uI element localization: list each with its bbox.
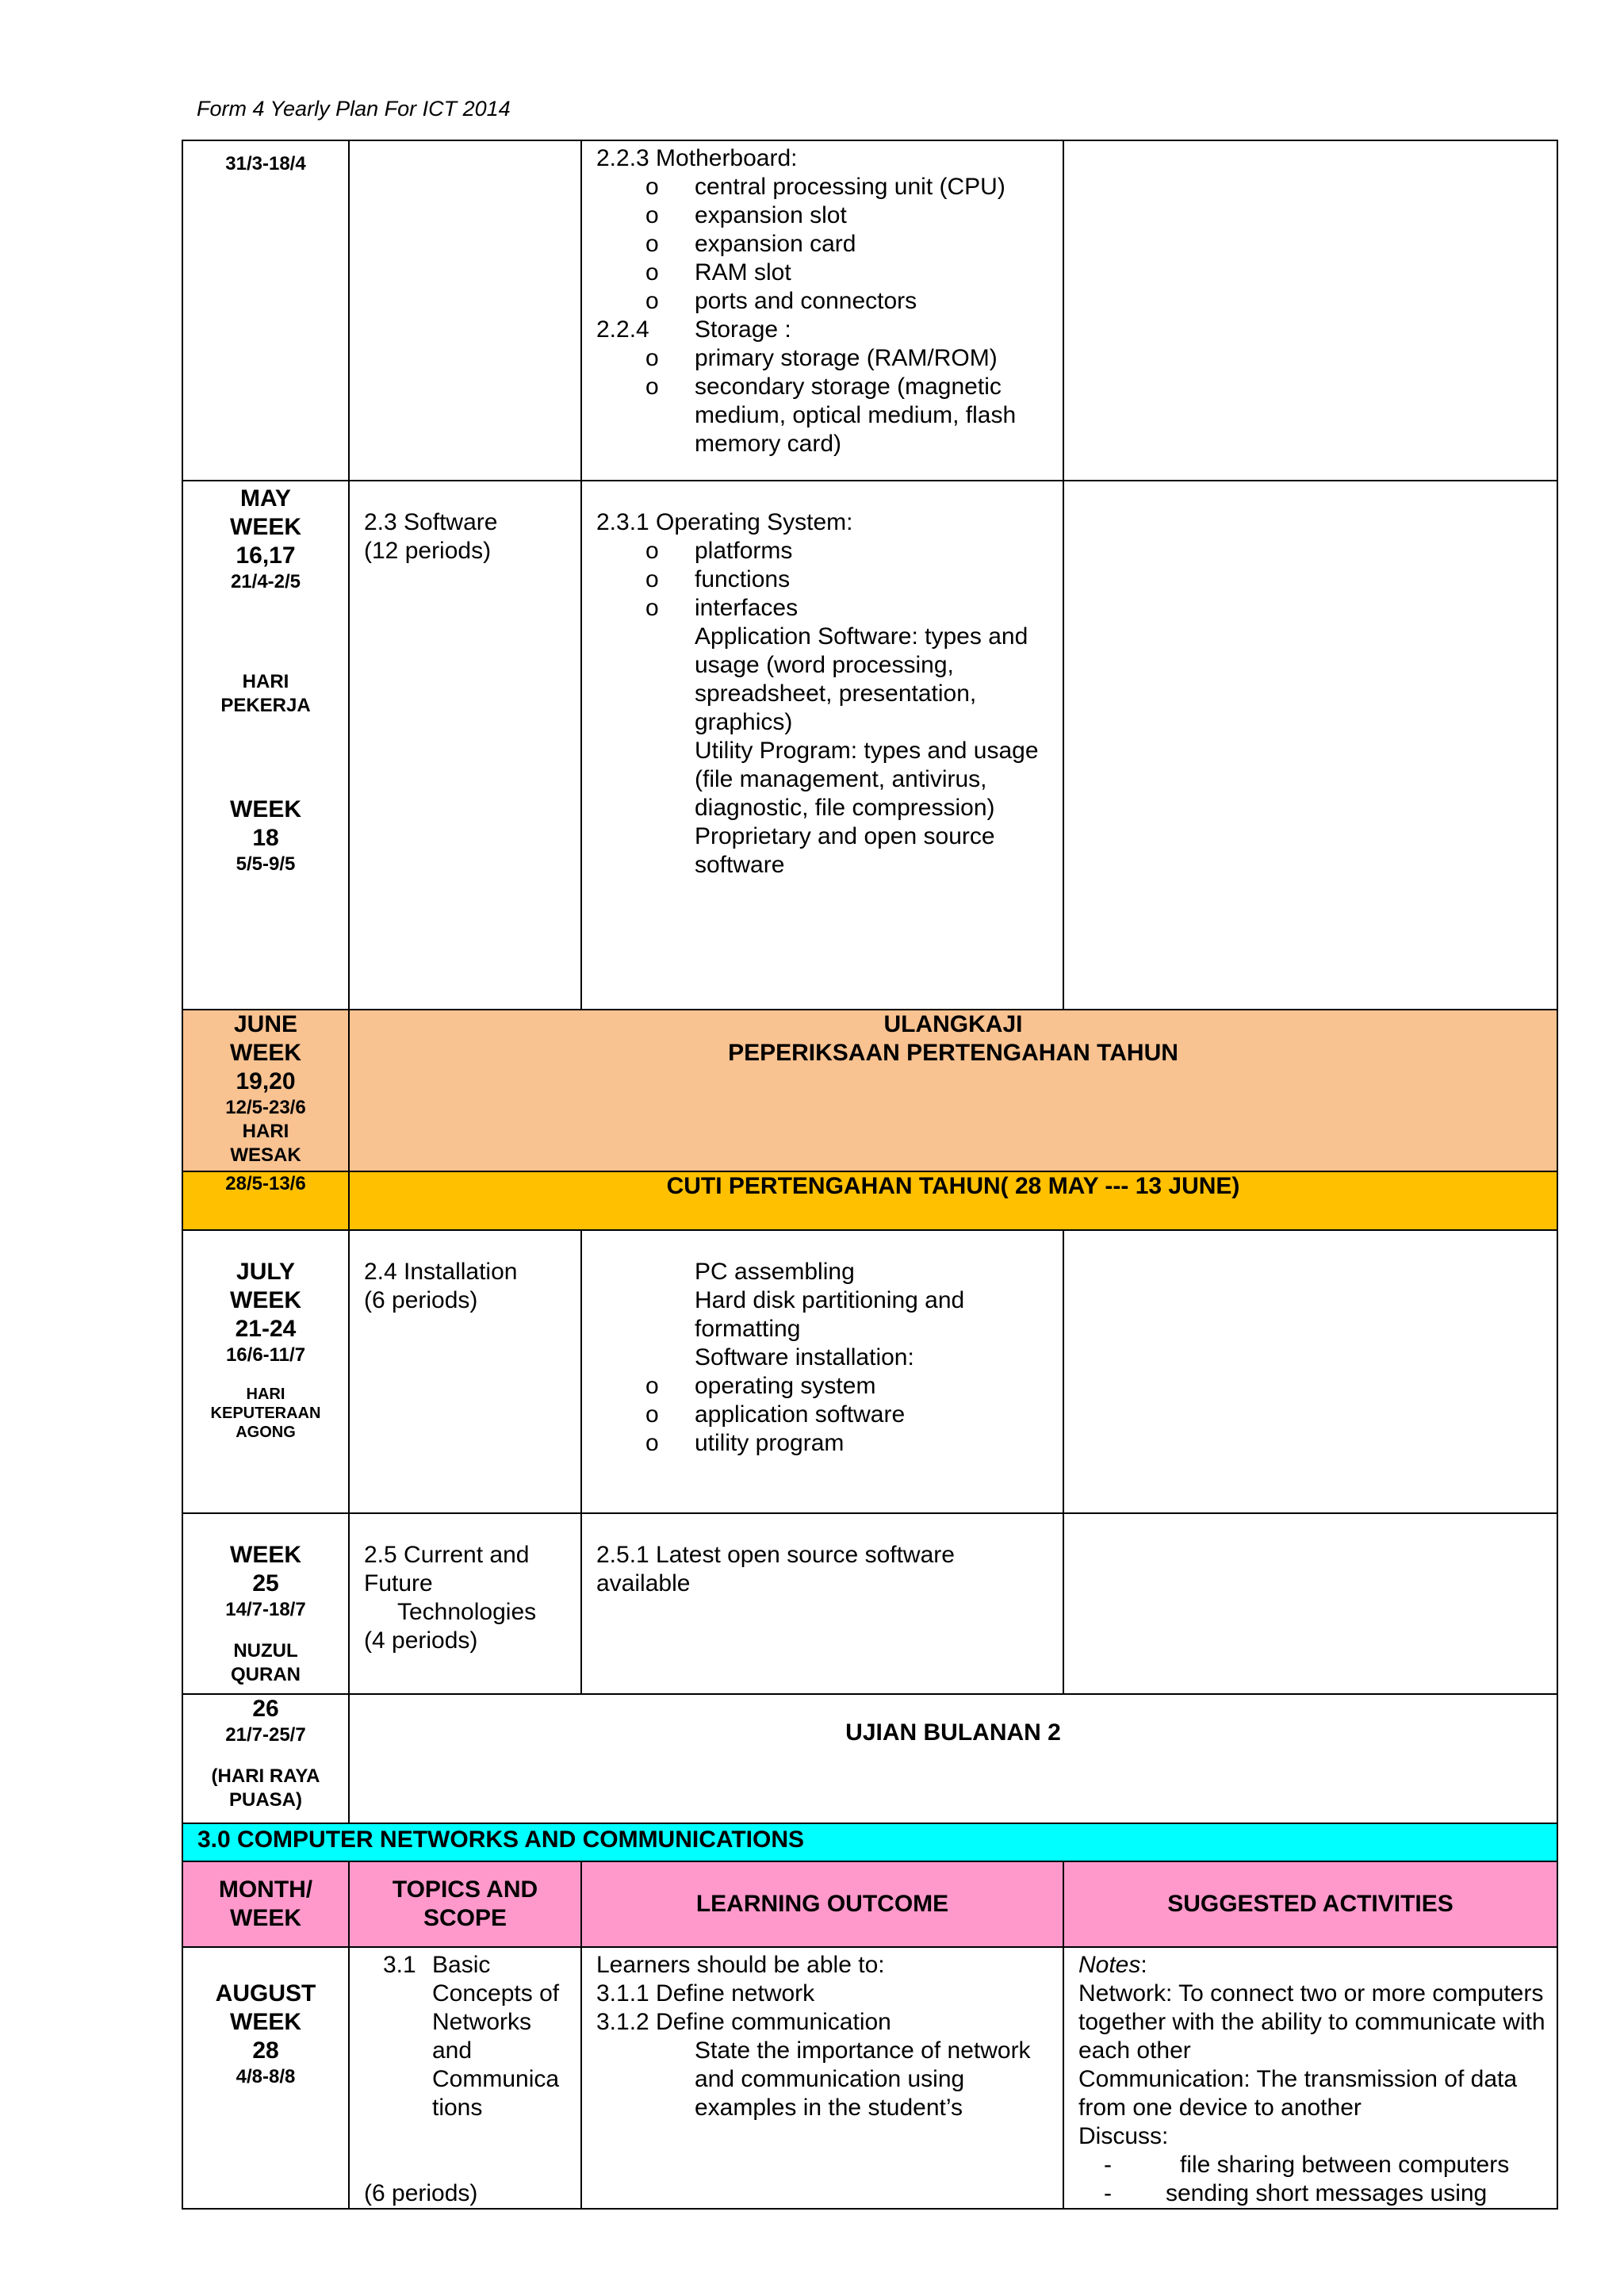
holiday-label: PEKERJA (220, 695, 311, 716)
outcome-bullet: o platforms (596, 537, 1050, 565)
outcome-bullet: o expansion slot (596, 201, 1050, 230)
topic-periods: (4 periods) (364, 1627, 478, 1654)
outcome-item: 3.1.2 Define communication (596, 2009, 891, 2035)
column-header-month: MONTH/ WEEK (182, 1861, 349, 1947)
week-label: WEEK (230, 1040, 301, 1066)
week-cell (182, 140, 349, 481)
date-range: 21/7-25/7 (225, 1724, 306, 1746)
yearly-plan-table (182, 140, 1558, 2210)
holiday-label: HARI (242, 671, 289, 692)
outcome-item: 2.2.3 Motherboard: (596, 145, 798, 171)
activities-cell (1063, 1513, 1557, 1694)
notes-label-text: Notes (1078, 1952, 1141, 1978)
activities-cell (1063, 140, 1557, 481)
holiday-label: KEPUTERAAN (210, 1405, 321, 1422)
week-number: 28 (252, 2037, 279, 2064)
topic-number: 3.1 (383, 1952, 416, 1978)
test-label: UJIAN BULANAN 2 (845, 1719, 1061, 1746)
outcome-number (596, 822, 695, 851)
week-label: WEEK (230, 1287, 301, 1313)
date-range: 28/5-13/6 (225, 1173, 306, 1194)
outcome-bullet: o interfaces (596, 594, 1050, 623)
test-cell (349, 1694, 1557, 1823)
exam-label: PEPERIKSAAN PERTENGAHAN TAHUN (728, 1040, 1178, 1066)
outcome-text: Utility Program: types and usage (file management, antivirus, diagnostic, file compression) (695, 738, 1039, 821)
outcome-number (596, 1286, 695, 1315)
activity-item: - file sharing between computers (1078, 2151, 1549, 2179)
week-number: 21-24 (235, 1316, 297, 1342)
outcome-bullet: o RAM slot (596, 259, 1050, 287)
column-header-outcome: LEARNING OUTCOME (581, 1861, 1063, 1947)
learning-outcome-cell (581, 1947, 1063, 2209)
date-range: 12/5-23/6 (225, 1097, 306, 1118)
outcome-bullet: o application software (596, 1401, 1050, 1429)
learning-outcome-cell (581, 481, 1063, 1010)
topic-title: Future (364, 1570, 433, 1596)
table-row-holiday (182, 1171, 1557, 1230)
outcome-item (596, 2037, 1050, 2122)
table-row-test (182, 1694, 1557, 1823)
outcome-bullet: o secondary storage (magnetic medium, optical medium, flash memory card) (596, 373, 1050, 458)
outcome-item (596, 822, 1050, 880)
week-cell (182, 1010, 349, 1171)
outcome-number (596, 2037, 695, 2065)
activity-note: Communication: The transmission of data from one device to another (1078, 2066, 1518, 2121)
holiday-text: CUTI PERTENGAHAN TAHUN( 28 MAY --- 13 JUNE) (666, 1173, 1240, 1199)
week-label: WEEK (230, 1542, 301, 1568)
outcome-number (596, 737, 695, 765)
date-range: 21/4-2/5 (230, 571, 301, 592)
notes-label-colon: : (1140, 1952, 1147, 1978)
exam-cell (349, 1010, 1557, 1171)
outcome-text: Proprietary and open source software (695, 823, 995, 878)
column-header-activities: SUGGESTED ACTIVITIES (1063, 1861, 1557, 1947)
week-number: 18 (252, 825, 279, 851)
topic-title: 2.3 Software (364, 509, 498, 535)
table-row (182, 1513, 1557, 1694)
week-number: 25 (252, 1570, 279, 1596)
outcome-number (596, 1343, 695, 1372)
outcome-bullet: o operating system (596, 1372, 1050, 1401)
topic-text: Basic Concepts of Networks and Communica tions (432, 1952, 560, 2121)
topic-cell (349, 1513, 581, 1694)
header-row (182, 1861, 1557, 1947)
topic-title (364, 1951, 573, 2122)
notes-label (1078, 1951, 1549, 1980)
week-number: 16,17 (236, 542, 296, 569)
table-row (182, 481, 1557, 1010)
week-label: WEEK (230, 514, 301, 540)
activity-item: - sending short messages using (1078, 2179, 1549, 2208)
outcome-number (596, 1258, 695, 1286)
outcome-text: Application Software: types and usage (word processing, spreadsheet, presentation, graphics) (695, 623, 1028, 735)
table-row (182, 140, 1557, 481)
month-label: JUNE (233, 1011, 298, 1037)
week-label: WEEK (230, 2009, 301, 2035)
holiday-label: HARI (242, 1121, 289, 1142)
week-cell (182, 481, 349, 1010)
week-cell (182, 1947, 349, 2209)
week-cell (182, 1171, 349, 1230)
activities-cell (1063, 1947, 1557, 2209)
date-range: 14/7-18/7 (225, 1599, 306, 1620)
outcome-bullet: o expansion card (596, 230, 1050, 259)
learning-outcome-cell (581, 1230, 1063, 1513)
month-label: MAY (240, 485, 291, 512)
week-cell (182, 1230, 349, 1513)
activity-discuss: Discuss: (1078, 2123, 1169, 2149)
column-header-topics: TOPICS AND SCOPE (349, 1861, 581, 1947)
outcome-text: State the importance of network and communication using examples in the student’s (695, 2037, 1031, 2121)
outcome-item (596, 623, 1050, 737)
topic-title: Technologies (397, 1599, 537, 1625)
outcome-item (596, 316, 1050, 344)
month-label: AUGUST (215, 1980, 316, 2007)
holiday-label: QURAN (231, 1664, 301, 1685)
holiday-label: AGONG (236, 1424, 296, 1441)
holiday-label: HARI (246, 1386, 285, 1403)
table-row-exam (182, 1010, 1557, 1171)
week-label: WEEK (230, 796, 301, 822)
topic-cell (349, 1947, 581, 2209)
outcome-item: 2.5.1 Latest open source software available (596, 1542, 955, 1596)
month-label: JULY (236, 1259, 295, 1285)
outcome-item (596, 1258, 1050, 1286)
outcome-text: Storage : (695, 316, 791, 343)
outcome-item: 2.3.1 Operating System: (596, 509, 853, 535)
topic-periods: (6 periods) (364, 2180, 478, 2206)
outcome-bullet: o utility program (596, 1429, 1050, 1458)
topic-cell (349, 140, 581, 481)
outcome-bullet: o central processing unit (CPU) (596, 173, 1050, 201)
holiday-label: WESAK (230, 1144, 301, 1166)
activity-note: Network: To connect two or more computers together with the ability to communicate with each other (1078, 1980, 1545, 2064)
table-row (182, 1230, 1557, 1513)
holiday-cell (349, 1171, 1557, 1230)
topic-title: 2.5 Current and (364, 1542, 530, 1568)
outcome-intro: Learners should be able to: (596, 1952, 885, 1978)
week-cell (182, 1513, 349, 1694)
outcome-bullet: o ports and connectors (596, 287, 1050, 316)
outcome-bullet: o primary storage (RAM/ROM) (596, 344, 1050, 373)
outcome-bullet: o functions (596, 565, 1050, 594)
topic-title: 2.4 Installation (364, 1259, 518, 1285)
table-row (182, 1947, 1557, 2209)
holiday-label: (HARI RAYA (211, 1765, 320, 1787)
date-range: 5/5-9/5 (236, 853, 296, 875)
section-title: 3.0 COMPUTER NETWORKS AND COMMUNICATIONS (182, 1823, 1557, 1861)
outcome-text: Hard disk partitioning and formatting (695, 1287, 965, 1342)
outcome-item (596, 737, 1050, 822)
week-cell (182, 1694, 349, 1823)
outcome-number (596, 623, 695, 651)
topic-periods: (12 periods) (364, 538, 492, 564)
outcome-text: Software installation: (695, 1344, 914, 1370)
page-header-title: Form 4 Yearly Plan For ICT 2014 (197, 97, 511, 121)
activities-cell (1063, 481, 1557, 1010)
outcome-text: PC assembling (695, 1259, 855, 1285)
learning-outcome-cell (581, 1513, 1063, 1694)
date-range: 31/3-18/4 (225, 153, 306, 174)
outcome-number: 2.2.4 (596, 316, 649, 343)
section-row (182, 1823, 1557, 1861)
outcome-item (596, 1286, 1050, 1343)
topic-cell (349, 1230, 581, 1513)
date-range: 4/8-8/8 (236, 2066, 296, 2087)
revision-label: ULANGKAJI (883, 1011, 1023, 1037)
week-number: 19,20 (236, 1068, 296, 1094)
date-range: 16/6-11/7 (225, 1344, 306, 1366)
outcome-item: 3.1.1 Define network (596, 1980, 815, 2007)
learning-outcome-cell (581, 140, 1063, 481)
outcome-item (596, 1343, 1050, 1372)
holiday-label: NUZUL (233, 1640, 298, 1662)
topic-cell (349, 481, 581, 1010)
activities-cell (1063, 1230, 1557, 1513)
week-number: 26 (252, 1696, 279, 1722)
topic-periods: (6 periods) (364, 1287, 478, 1313)
holiday-label: PUASA) (228, 1789, 302, 1811)
